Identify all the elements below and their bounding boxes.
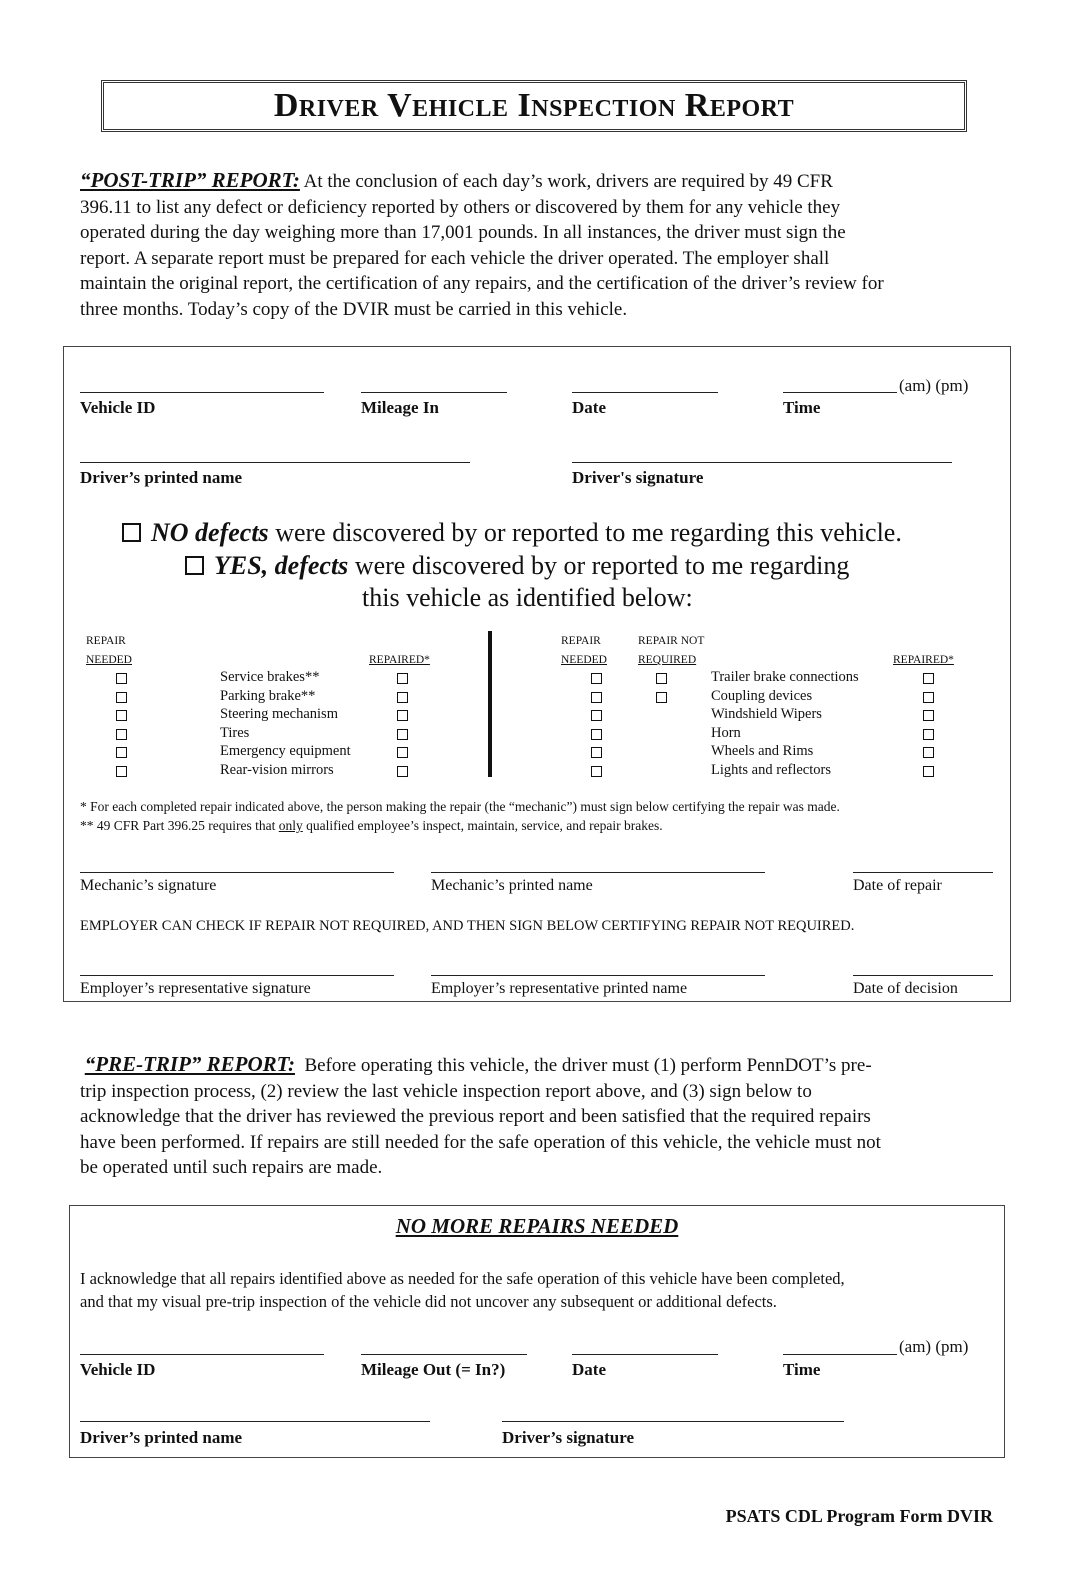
- list-item: [80, 743, 490, 762]
- date-of-repair-label: Date of repair: [853, 877, 942, 894]
- driver-signature-field-2[interactable]: [502, 1421, 844, 1422]
- repair-needed-checkbox[interactable]: [116, 729, 127, 740]
- list-item: [560, 669, 980, 688]
- mechanic-signature-label: Mechanic’s signature: [80, 877, 217, 894]
- time-field-2[interactable]: [783, 1354, 897, 1355]
- footnote-2-b: only: [278, 818, 303, 833]
- repair-needed-header-right: [561, 632, 607, 670]
- header-repair: REPAIR: [86, 635, 126, 647]
- footnote-2-a: ** 49 CFR Part 396.25 requires that: [80, 818, 279, 833]
- repair-needed-checkbox[interactable]: [591, 673, 602, 684]
- yes-defects-bold: YES, defects: [214, 551, 349, 580]
- repaired-checkbox[interactable]: [397, 692, 408, 703]
- pre-trip-line: trip inspection process, (2) review the last vehicle inspection report above, and (3) sign below to: [80, 1080, 812, 1102]
- pre-trip-heading: “PRE-TRIP” REPORT:: [84, 1052, 295, 1076]
- list-item: [80, 762, 490, 781]
- item-label: Emergency equipment: [220, 743, 351, 760]
- yes-defects-checkbox[interactable]: [185, 556, 204, 575]
- no-defects-text: were discovered by or reported to me regarding this vehicle.: [275, 518, 902, 547]
- repair-needed-header-left: [86, 632, 132, 670]
- list-item: [80, 688, 490, 707]
- driver-signature-label-2: Driver’s signature: [502, 1428, 635, 1447]
- list-item: [80, 725, 490, 744]
- list-item: [80, 669, 490, 688]
- repair-needed-checkbox[interactable]: [116, 747, 127, 758]
- header-repaired: REPAIRED*: [369, 654, 430, 666]
- pre-trip-line: have been performed. If repairs are still needed for the safe operation of this vehicle, the vehicle must not: [80, 1131, 881, 1153]
- form-footer: PSATS CDL Program Form DVIR: [725, 1506, 993, 1526]
- driver-printed-name-label: Driver’s printed name: [80, 468, 243, 487]
- pre-trip-line: acknowledge that the driver has reviewed the previous report and been satisfied that the required repairs: [80, 1106, 871, 1127]
- date-label: Date: [572, 398, 606, 417]
- am-pm-label: (am) (pm): [899, 376, 969, 395]
- list-item: [560, 706, 980, 725]
- repair-needed-checkbox[interactable]: [591, 747, 602, 758]
- repair-needed-checkbox[interactable]: [591, 766, 602, 777]
- pre-trip-line: Before operating this vehicle, the driver must (1) perform PennDOT’s pre-: [304, 1055, 872, 1076]
- date-of-decision-field[interactable]: [853, 975, 993, 976]
- am-pm-label-2: (am) (pm): [899, 1337, 969, 1356]
- no-defects-option[interactable]: [122, 518, 902, 548]
- mileage-out-field[interactable]: [361, 1354, 527, 1355]
- vehicle-id-label-2: Vehicle ID: [80, 1360, 156, 1379]
- yes-defects-text-line2: this vehicle as identified below:: [362, 583, 693, 612]
- footnote-2-c: qualified employee’s inspect, maintain, service, and repair brakes.: [302, 818, 663, 833]
- time-field[interactable]: [783, 392, 897, 393]
- no-defects-checkbox[interactable]: [122, 523, 141, 542]
- no-defects-bold: NO defects: [151, 518, 269, 547]
- item-label: Wheels and Rims: [711, 743, 814, 760]
- date-of-decision-label: Date of decision: [853, 980, 958, 997]
- mileage-in-field[interactable]: [361, 392, 507, 393]
- repaired-checkbox[interactable]: [923, 766, 934, 777]
- employer-printed-name-label: Employer’s representative printed name: [431, 980, 688, 997]
- post-trip-line: 396.11 to list any defect or deficiency reported by others or discovered by them for any vehicle they: [80, 196, 841, 218]
- header-repair: REPAIR: [561, 635, 601, 647]
- vehicle-id-field-2[interactable]: [80, 1354, 324, 1355]
- repair-not-required-checkbox[interactable]: [656, 673, 667, 684]
- vehicle-id-field[interactable]: [80, 392, 324, 393]
- post-trip-line: three months. Today’s copy of the DVIR must be carried in this vehicle.: [80, 298, 628, 320]
- footnote-1: * For each completed repair indicated above, the person making the repair (the “mechanic”) must sign below certifying the repair was made.: [80, 799, 840, 814]
- header-needed: NEEDED: [86, 654, 132, 666]
- ack-line: I acknowledge that all repairs identified above as needed for the safe operation of this vehicle have been completed,: [80, 1269, 845, 1288]
- post-trip-paragraph: [80, 168, 1000, 322]
- repair-needed-checkbox[interactable]: [116, 766, 127, 777]
- mileage-out-label: Mileage Out (= In?): [361, 1360, 506, 1379]
- header-needed: NEEDED: [561, 654, 607, 666]
- date-of-repair-field[interactable]: [853, 872, 993, 873]
- repair-needed-checkbox[interactable]: [116, 710, 127, 721]
- vehicle-id-label: Vehicle ID: [80, 398, 156, 417]
- employer-printed-name-field[interactable]: [431, 975, 765, 976]
- repaired-header-right: [893, 651, 954, 670]
- employer-signature-label: Employer’s representative signature: [80, 980, 311, 997]
- mechanic-printed-name-label: Mechanic’s printed name: [431, 877, 593, 894]
- repair-needed-checkbox[interactable]: [116, 692, 127, 703]
- repaired-checkbox[interactable]: [397, 710, 408, 721]
- repaired-checkbox[interactable]: [923, 747, 934, 758]
- no-more-repairs-heading: NO MORE REPAIRS NEEDED: [395, 1214, 679, 1238]
- item-label: Parking brake**: [220, 687, 316, 704]
- list-item: [560, 688, 980, 707]
- repaired-checkbox[interactable]: [923, 673, 934, 684]
- repaired-checkbox[interactable]: [923, 729, 934, 740]
- date-label-2: Date: [572, 1360, 606, 1379]
- yes-defects-option[interactable]: [185, 551, 849, 581]
- item-label: Trailer brake connections: [711, 669, 859, 685]
- mileage-in-label: Mileage In: [361, 398, 439, 417]
- post-trip-line: maintain the original report, the certification of any repairs, and the certification of the driver’s review for: [80, 273, 884, 294]
- list-item: [80, 706, 490, 725]
- item-label: Service brakes**: [220, 669, 320, 685]
- title-box: [101, 80, 967, 132]
- repaired-checkbox[interactable]: [397, 747, 408, 758]
- repair-needed-checkbox[interactable]: [591, 692, 602, 703]
- employer-signature-field[interactable]: [80, 975, 394, 976]
- mechanic-printed-name-field[interactable]: [431, 872, 765, 873]
- repaired-header-left: [369, 651, 430, 670]
- page-title: Driver Vehicle Inspection Report: [273, 87, 795, 124]
- post-trip-heading: “POST-TRIP” REPORT:: [80, 168, 300, 192]
- item-label: Coupling devices: [711, 687, 813, 704]
- driver-signature-label: Driver's signature: [572, 468, 704, 487]
- repair-not-required-header: [638, 632, 704, 670]
- pre-trip-line: be operated until such repairs are made.: [80, 1157, 383, 1178]
- item-label: Windshield Wipers: [711, 706, 822, 723]
- item-label: Tires: [220, 724, 250, 741]
- item-label: Rear-vision mirrors: [220, 761, 334, 778]
- header-required: REQUIRED: [638, 654, 697, 666]
- driver-printed-name-field-2[interactable]: [80, 1421, 430, 1422]
- no-more-repairs-heading-wrap: [69, 1214, 1005, 1239]
- time-label-2: Time: [783, 1360, 821, 1379]
- post-trip-line: report. A separate report must be prepared for each vehicle the driver operated. The employer shall: [80, 247, 830, 269]
- repaired-checkbox[interactable]: [923, 692, 934, 703]
- time-label: Time: [783, 398, 821, 417]
- item-label: Steering mechanism: [220, 706, 338, 723]
- repaired-checkbox[interactable]: [923, 710, 934, 721]
- right-items-list: [560, 669, 980, 781]
- repair-needed-checkbox[interactable]: [591, 729, 602, 740]
- repair-not-required-checkbox[interactable]: [656, 692, 667, 703]
- driver-signature-field[interactable]: [572, 462, 952, 463]
- footnote-2: [80, 818, 663, 834]
- date-field-2[interactable]: [572, 1354, 718, 1355]
- repair-needed-checkbox[interactable]: [591, 710, 602, 721]
- pre-trip-paragraph: [80, 1052, 1000, 1181]
- repaired-checkbox[interactable]: [397, 673, 408, 684]
- employer-instruction: EMPLOYER CAN CHECK IF REPAIR NOT REQUIRED, AND THEN SIGN BELOW CERTIFYING REPAIR NOT REQUIRED.: [80, 918, 855, 934]
- list-item: [560, 762, 980, 781]
- item-label: Lights and reflectors: [711, 761, 831, 778]
- yes-defects-text: were discovered by or reported to me regarding: [354, 551, 850, 580]
- ack-line: and that my visual pre-trip inspection of the vehicle did not uncover any subsequent or additional defects.: [80, 1292, 777, 1311]
- driver-printed-name-field[interactable]: [80, 462, 470, 463]
- repaired-checkbox[interactable]: [397, 729, 408, 740]
- header-repaired: REPAIRED*: [893, 654, 954, 666]
- date-field[interactable]: [572, 392, 718, 393]
- list-item: [560, 725, 980, 744]
- item-label: Horn: [711, 724, 741, 741]
- repair-needed-checkbox[interactable]: [116, 673, 127, 684]
- left-items-list: [80, 669, 490, 781]
- driver-printed-name-label-2: Driver’s printed name: [80, 1428, 243, 1447]
- repaired-checkbox[interactable]: [397, 766, 408, 777]
- list-item: [560, 743, 980, 762]
- post-trip-line: operated during the day weighing more than 17,001 pounds. In all instances, the driver must sign the: [80, 222, 846, 243]
- mechanic-signature-field[interactable]: [80, 872, 394, 873]
- header-repair-not: REPAIR NOT: [638, 635, 705, 647]
- acknowledgement-text: [80, 1267, 845, 1313]
- post-trip-line: At the conclusion of each day’s work, drivers are required by 49 CFR: [303, 171, 833, 192]
